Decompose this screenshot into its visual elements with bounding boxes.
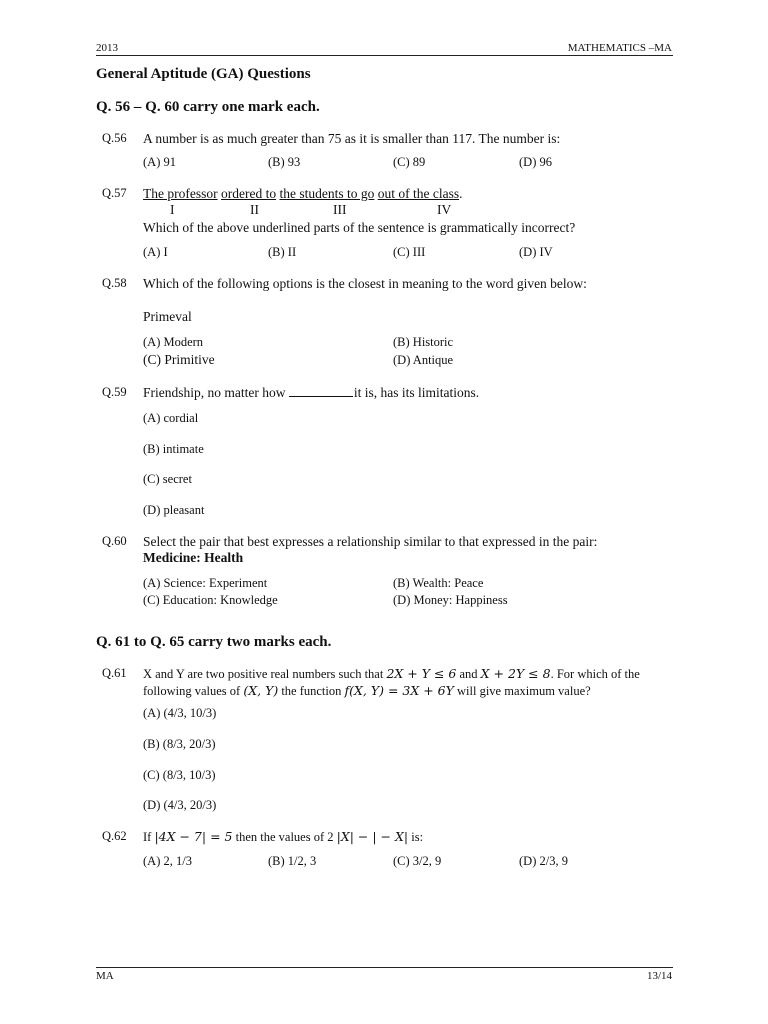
option-b: (B) (8/3, 20/3) [143, 737, 216, 751]
text: following values of [143, 684, 244, 698]
option-a: (A) I [143, 245, 168, 259]
option-c: (C) Education: Knowledge [143, 593, 278, 607]
question-prompt: Which of the above underlined parts of the sentence is grammatically incorrect? [143, 220, 576, 235]
footer-rule [96, 967, 673, 968]
question-text [143, 385, 479, 401]
text: and [456, 667, 481, 681]
marker-1: I [170, 202, 175, 217]
option-b: (B) Wealth: Peace [393, 576, 484, 590]
sentence-period: . [459, 186, 463, 201]
given-word: Primeval [143, 309, 192, 324]
question-number: Q.57 [102, 186, 127, 200]
text: . For which of the [550, 667, 640, 681]
part1-heading: Q. 56 – Q. 60 carry one mark each. [96, 99, 320, 115]
option-c: (C) Primitive [143, 352, 215, 367]
answer-blank [289, 385, 353, 397]
option-c: (C) 89 [393, 155, 426, 169]
section-title: General Aptitude (GA) Questions [96, 66, 311, 82]
underlined-part-4: out of the class [377, 186, 460, 201]
text-after-blank: it is, has its limitations. [353, 385, 480, 400]
part2-heading: Q. 61 to Q. 65 carry two marks each. [96, 634, 332, 650]
option-a: (A) cordial [143, 411, 199, 425]
option-b: (B) 1/2, 3 [268, 854, 317, 868]
option-b: (B) Historic [393, 335, 454, 349]
option-c: (C) secret [143, 472, 192, 486]
math-expression: (X, Y) [243, 683, 279, 698]
option-c: (C) III [393, 245, 426, 259]
math-expression: f(X, Y) = 3X + 6Y [344, 683, 454, 698]
question-text: A number is as much greater than 75 as it is smaller than 117. The number is: [143, 131, 561, 146]
option-a: (A) 91 [143, 155, 176, 169]
text: If [143, 830, 155, 844]
option-a: (A) Modern [143, 335, 204, 349]
given-pair: Medicine: Health [143, 550, 244, 565]
question-text [143, 829, 423, 845]
text: is: [408, 830, 424, 844]
underlined-part-2: ordered to [220, 186, 277, 201]
option-a: (A) (4/3, 10/3) [143, 706, 217, 720]
text: will give maximum value? [453, 684, 591, 698]
option-c: (C) (8/3, 10/3) [143, 768, 216, 782]
header-subject: MATHEMATICS –MA [567, 42, 672, 54]
question-number: Q.61 [102, 666, 127, 680]
option-b: (B) 93 [268, 155, 301, 169]
option-d: (D) IV [519, 245, 553, 259]
math-expression: |X| − | − X| [336, 829, 409, 844]
text: then the values of 2 [232, 830, 337, 844]
marker-2: II [250, 202, 259, 217]
header-year: 2013 [96, 42, 118, 54]
question-line-2 [143, 683, 591, 699]
question-text: Which of the following options is the closest in meaning to the word given below: [143, 276, 587, 291]
underlined-part-1: The professor [143, 186, 218, 201]
option-d: (D) (4/3, 20/3) [143, 798, 217, 812]
underlined-part-3: the students to go [279, 186, 375, 201]
option-b: (B) II [268, 245, 297, 259]
option-d: (D) Antique [393, 353, 454, 367]
question-sentence [143, 186, 462, 202]
option-c: (C) 3/2, 9 [393, 854, 442, 868]
math-expression: X + 2Y ≤ 8 [480, 666, 551, 681]
marker-4: IV [437, 202, 452, 217]
page-number: 13/14 [646, 970, 672, 982]
option-a: (A) 2, 1/3 [143, 854, 192, 868]
question-number: Q.58 [102, 276, 127, 290]
option-b: (B) intimate [143, 442, 204, 456]
marker-3: III [333, 202, 347, 217]
question-number: Q.59 [102, 385, 127, 399]
option-d: (D) 96 [519, 155, 552, 169]
text: the function [278, 684, 345, 698]
text: X and Y are two positive real numbers such that [143, 667, 387, 681]
question-text: Select the pair that best expresses a relationship similar to that expressed in the pair: [143, 534, 598, 549]
math-expression: 2X + Y ≤ 6 [386, 666, 457, 681]
option-d: (D) Money: Happiness [393, 593, 508, 607]
question-number: Q.60 [102, 534, 127, 548]
option-d: (D) 2/3, 9 [519, 854, 568, 868]
question-number: Q.62 [102, 829, 127, 843]
option-d: (D) pleasant [143, 503, 205, 517]
header-rule [96, 55, 673, 56]
option-a: (A) Science: Experiment [143, 576, 268, 590]
math-expression: |4X − 7| = 5 [154, 829, 233, 844]
question-number: Q.56 [102, 131, 127, 145]
footer-code: MA [96, 970, 114, 982]
text-before-blank: Friendship, no matter how [143, 385, 289, 400]
question-line-1 [143, 666, 640, 682]
